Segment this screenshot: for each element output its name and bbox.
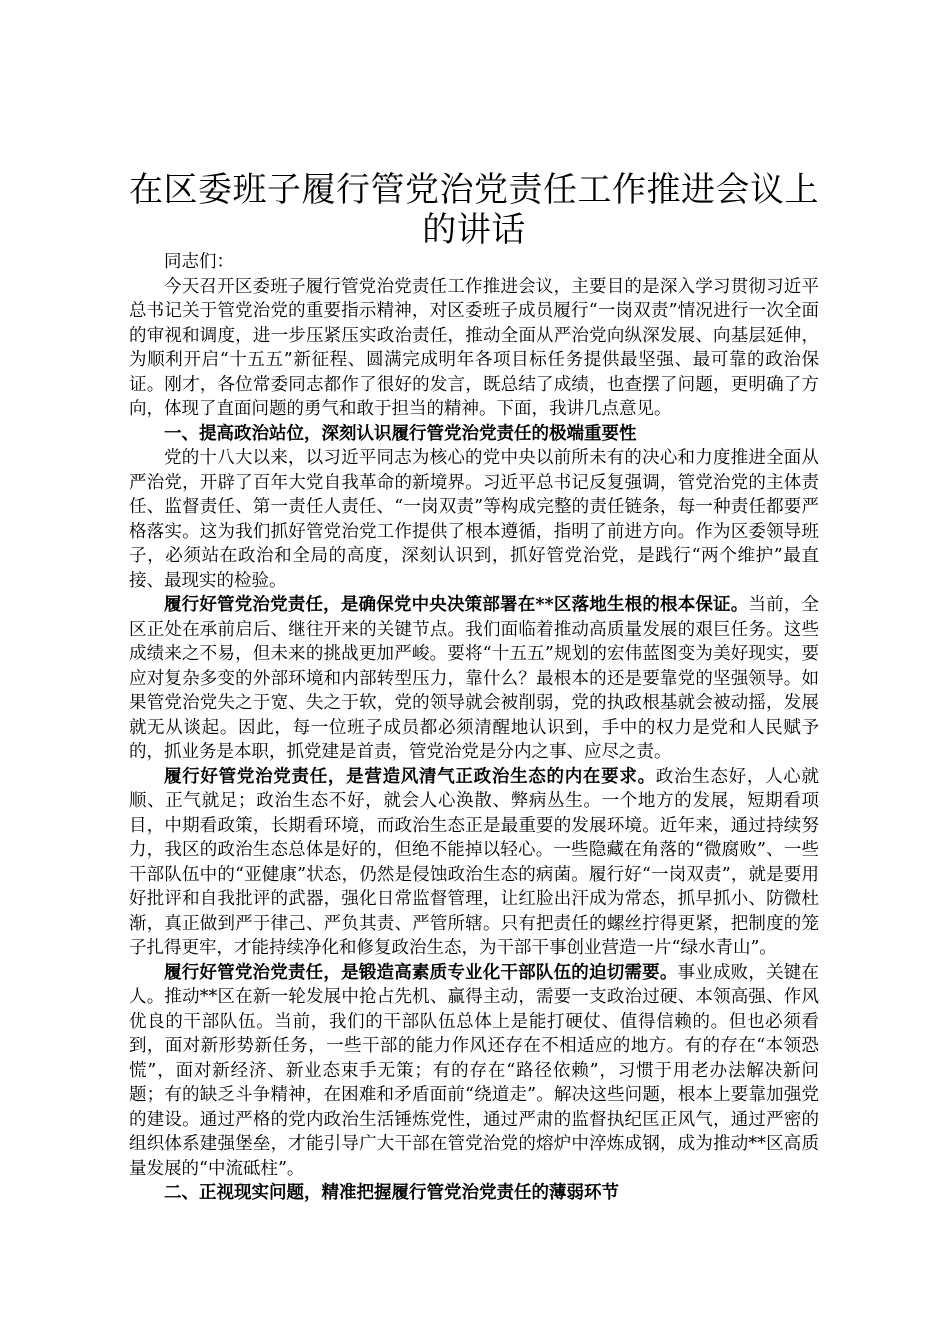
section-1-heading: 一、提高政治站位，深刻认识履行管党治党责任的极端重要性 bbox=[164, 423, 637, 444]
paragraph-lead-sentence: 履行好管党治党责任，是锻造高素质专业化干部队伍的迫切需要。 bbox=[164, 962, 678, 983]
section-2-heading: 二、正视现实问题，精准把握履行管党治党责任的薄弱环节 bbox=[164, 1183, 619, 1203]
paragraph-lead-sentence: 履行好管党治党责任，是营造风清气正政治生态的内在要求。 bbox=[164, 766, 656, 787]
section-1-paragraph-4 bbox=[129, 961, 819, 1182]
paragraph-lead-sentence: 履行好管党治党责任，是确保党中央决策部署在**区落地生根的根本保证。 bbox=[164, 595, 749, 615]
section-1-paragraph-3 bbox=[129, 765, 819, 961]
paragraph-body: 当前，全区正处在承前启后、继往开来的关键节点。我们面临着推动高质量发展的艰巨任务。这些成绩来之不易，但未来的挑战更加严峻。要将“十五五”规划的宏伟蓝图变为美好现实，要应对复杂多变的外部环境和内部转型压力，靠什么？最根本的还是要靠党的坚强领导。如果管党治党失之于宽、失之于软，党的领导就会被削弱，党的执政根基就会被动摇，发展就无从谈起。因此，每一位班子成员都必须清醒地认识到，手中的权力是党和人民赋予的，抓业务是本职，抓党建是首责，管党治党是分内之事、应尽之责。 bbox=[129, 595, 819, 762]
section-1-paragraph-2 bbox=[129, 593, 819, 765]
document-page bbox=[129, 170, 819, 1206]
paragraph-body: 政治生态好，人心就顺、正气就足；政治生态不好，就会人心涣散、弊病丛生。一个地方的发展，短期看项目，中期看政策，长期看环境，而政治生态正是最重要的发展环境。近年来，通过持续努力，我区的政治生态总体是好的，但绝不能掉以轻心。一些隐藏在角落的“微腐败”、一些干部队伍中的“亚健康”状态，仍然是侵蚀政治生态的病菌。履行好“一岗双责”，就是要用好批评和自我批评的武器，强化日常监督管理，让红脸出汗成为常态，抓早抓小、防微杜渐，真正做到严于律己、严负其责、严管所辖。只有把责任的螺丝拧得更紧，把制度的笼子扎得更牢，才能持续净化和修复政治生态，为干部干事创业营造一片“绿水青山”。 bbox=[129, 766, 820, 958]
intro-paragraph: 今天召开区委班子履行管党治党责任工作推进会议，主要目的是深入学习贯彻习近平总书记关于管党治党的重要指示精神，对区委班子成员履行“一岗双责”情况进行一次全面的审视和调度，进一步压紧压实政治责任，推动全面从严治党向纵深发展、向基层延伸，为顺利开启“十五五”新征程、圆满完成明年各项目标任务提供最坚强、最可靠的政治保证。刚才，各位常委同志都作了很好的发言，既总结了成绩，也查摆了问题，更明确了方向，体现了直面问题的勇气和敢于担当的精神。下面，我讲几点意见。 bbox=[129, 276, 819, 419]
document-title: 在区委班子履行管党治党责任工作推进会议上的讲话 bbox=[129, 170, 819, 250]
salutation: 同志们： bbox=[164, 252, 234, 272]
section-1-paragraph-1: 党的十八大以来，以习近平同志为核心的党中央以前所未有的决心和力度推进全面从严治党，开辟了百年大党自我革命的新境界。习近平总书记反复强调，管党治党的主体责任、监督责任、第一责任人责任、“一岗双责”等构成完整的责任链条，每一种责任都要严格落实。这为我们抓好管党治党工作提供了根本遵循，指明了前进方向。作为区委领导班子，必须站在政治和全局的高度，深刻认识到，抓好管党治党，是践行“两个维护”最直接、最现实的检验。 bbox=[129, 448, 819, 591]
paragraph-body: 事业成败，关键在人。推动**区在新一轮发展中抢占先机、赢得主动，需要一支政治过硬、本领高强、作风优良的干部队伍。当前，我们的干部队伍总体上是能打硬仗、值得信赖的。但也必须看到，面对新形势新任务，一些干部的能力作风还存在不相适应的地方。有的存在“本领恐慌”，面对新经济、新业态束手无策；有的存在“路径依赖”，习惯于用老办法解决新问题；有的缺乏斗争精神，在困难和矛盾面前“绕道走”。解决这些问题，根本上要靠加强党的建设。通过严格的党内政治生活锤炼党性，通过严肃的监督执纪匡正风气，通过严密的组织体系建强堡垒，才能引导广大干部在管党治党的熔炉中淬炼成钢，成为推动**区高质量发展的“中流砥柱”。 bbox=[129, 962, 820, 1179]
